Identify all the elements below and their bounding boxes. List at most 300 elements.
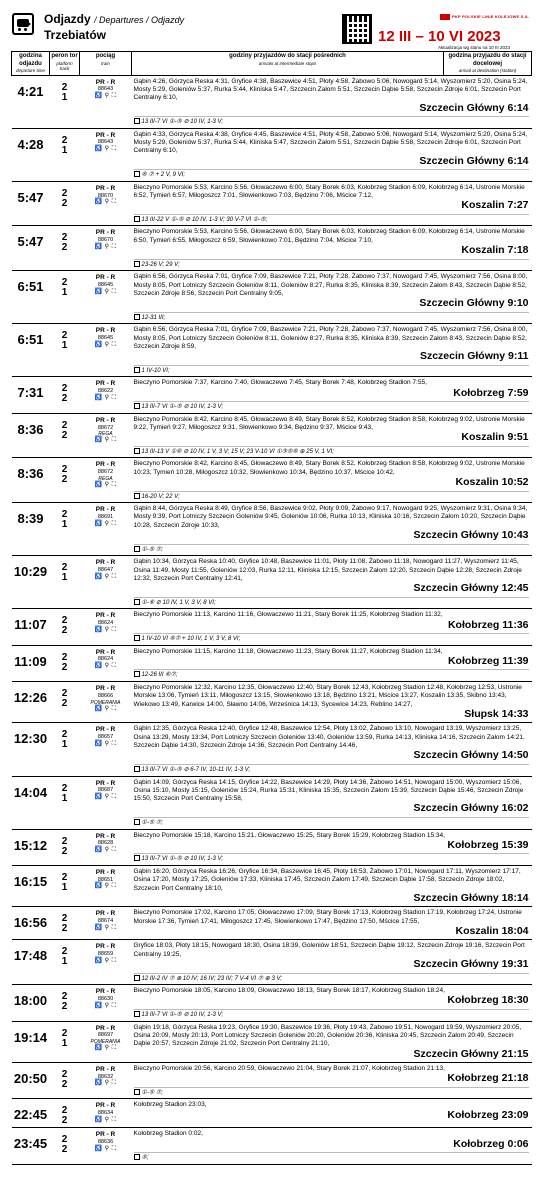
intermediate-stops: Gąbin 8:44, Górzyca Reska 8:49, Gryfice 8:56, Baszewice 9:02, Płoty 9:09, Żabowo 9:17, Nowogard 9:25, Wyszomierz 9:31, Osina 9:34, Mosty 9:39, Port Lotniczy Szczecin Goleniów 9:45, Goleniów 10:06, Rurka 10:13, Kliniska 10:16, Szczecin Załom 10:20, Szczecin Dąbie 10:28, Szczecin Zdroje 10:33, — [133, 505, 528, 529]
track-number: 1 — [61, 144, 68, 156]
table-header — [12, 52, 532, 76]
train-number: 88624 — [97, 656, 114, 663]
intermediate-stops: Bieczyno Pomorskie 12:32, Karcino 12:35, Głowaczewo 12:40, Stary Borek 12:43, Kołobrzeg Stadion 12:48, Kołobrzeg 12:53, Ustronie Morskie 13:06, Tymień 13:11, Miłogoszcz 13:15, Słowienkowo 13:18, Będzino 13:21, Mścice 13:27, Koszalin 13:35, Skibno 13:43, Wiekowo 13:49, Karwice 14:00, Sławno 14:06, Wrześnica 14:13, Sycewice 14:23, Reblino 14:27, — [133, 684, 522, 708]
platform-number: 2 — [61, 232, 68, 244]
calendar-icon — [134, 493, 140, 499]
amenity-icons: ♿ ⚲ ⛶ — [94, 243, 117, 250]
calendar-icon — [134, 1011, 140, 1017]
stops-cell — [132, 413, 532, 458]
platform-track — [50, 181, 80, 226]
train-category: PR - R — [95, 648, 116, 656]
intermediate-stops: Gąbin 4:33, Górzyca Reska 4:38, Gryfice 4:45, Baszewice 4:51, Płoty 4:58, Żabowo 5:06, Nowogard 5:14, Wyszomierz 5:20, Osina 5:24, Mosty 5:29, Goleniów 5:37, Rurka 5:44, Kliniska 5:47, Szczecin Załom 5:51, Szczecin Dąbie 5:58, Szczecin Zdroje 6:01, Szczecin Port Centralny 6:10, — [133, 130, 528, 155]
train-number: 88670 — [97, 192, 114, 199]
train-info — [80, 940, 132, 985]
train-info — [80, 609, 132, 645]
departure-time: 17:48 — [12, 940, 50, 985]
remarks — [134, 116, 529, 127]
train-number: 88634 — [97, 1110, 114, 1117]
train-number: 88674 — [97, 918, 114, 925]
track-number: 2 — [61, 393, 68, 405]
table-row — [12, 1099, 532, 1128]
platform-track — [50, 723, 80, 776]
destination-arrival: Kołobrzeg 21:18 — [447, 1072, 529, 1085]
amenity-icons: ♿ ⚲ ⛶ — [94, 146, 117, 153]
calendar-icon — [134, 766, 140, 772]
amenity-icons: ♿ ⚲ ⛶ — [94, 924, 117, 931]
platform-track — [50, 377, 80, 413]
train-category: PR - R — [95, 131, 116, 139]
remarks — [134, 973, 529, 984]
track-number: 2 — [61, 197, 68, 209]
train-category: PR - R — [95, 832, 116, 840]
train-info — [80, 829, 132, 865]
table-row — [12, 682, 532, 723]
train-number: 88632 — [97, 1073, 114, 1080]
stops-cell — [132, 645, 532, 681]
stops-cell — [132, 324, 532, 377]
col-train: pociąg train — [80, 52, 132, 76]
remarks-text: 13 III-13 V ①⑥ ⊘ 10 IV, 1 V, 3 V; 15 V; 23 V-10 VI ①③⑤⑥ ⊕ 25 V, 1 VI; — [141, 448, 334, 455]
train-category: PR - R — [95, 78, 116, 86]
station-name: Trzebiatów — [44, 28, 107, 42]
col-destination: godzina przyjazdu do stacji docelowej arrival at destination (station) — [444, 52, 532, 76]
track-number: 2 — [61, 1078, 68, 1090]
remarks-text: ⑥ ⑦ + 2 V, 9 VI; — [141, 172, 185, 179]
train-info — [80, 1062, 132, 1098]
train-info — [80, 645, 132, 681]
destination-arrival: Szczecin Główny 12:45 — [413, 582, 529, 595]
departure-time: 15:12 — [12, 829, 50, 865]
train-category: PR - R — [95, 274, 116, 282]
destination-arrival: Szczecin Główny 6:14 — [419, 154, 529, 167]
stops-cell — [132, 940, 532, 985]
departure-time: 23:45 — [12, 1128, 50, 1164]
intermediate-stops: Bieczyno Pomorskie 20:56, Karcino 20:59, Głowaczewo 21:04, Stary Borek 21:07, Kołobrzeg Stadion 21:13, — [133, 1064, 445, 1072]
intermediate-stops: Gąbin 10:34, Górzyca Reska 10:40, Gryfice 10:48, Baszewice 11:01, Płoty 11:08, Żabowo 11:18, Nowogard 11:27, Wyszomierz 11:45, Osina 11:49, Mosty 11:55, Goleniów 12:03, Rurka 12:11, Kliniska 12:15, Szczecin Załom 12:20, Szczecin Dąbie 12:28, Szczecin Zdroje 12:32, Szczecin Port Centralny 12:41, — [133, 558, 522, 582]
track-number: 2 — [61, 429, 68, 441]
intermediate-stops: Gąbin 6:56, Górzyca Reska 7:01, Gryfice 7:09, Baszewice 7:21, Płoty 7:28, Żabowo 7:37, Nowogard 7:45, Wyszomierz 7:56, Osina 8:00, Mosty 8:05, Port Lotniczy Szczecin Goleniów 8:11, Goleniów 8:27, Rurka 8:35, Kliniska 8:39, Szczecin Załom 8:43, Szczecin Dąbie 8:52, Szczecin Zdroje 8:59, — [133, 326, 528, 350]
intermediate-stops: Bieczyno Pomorskie 11:15, Karcino 11:18, Głowaczewo 11:23, Stary Borek 11:27, Kołobrzeg Stadion 11:34, — [133, 647, 443, 655]
train-number: 88622 — [97, 388, 114, 395]
header — [0, 0, 538, 50]
stops-cell — [132, 271, 532, 324]
train-number: 88672 — [97, 424, 114, 431]
destination-arrival: Kołobrzeg 11:39 — [447, 655, 529, 667]
platform-number: 2 — [61, 729, 68, 741]
platform-track — [50, 413, 80, 458]
amenity-icons: ♿ ⚲ ⛶ — [94, 846, 117, 853]
train-number: 88666 — [97, 692, 114, 699]
remarks — [134, 597, 529, 608]
remarks — [134, 1009, 529, 1020]
remarks — [134, 1152, 529, 1163]
stops-cell — [132, 682, 532, 723]
remarks — [134, 853, 529, 864]
train-category: PR - R — [95, 559, 116, 567]
platform-number: 2 — [61, 946, 68, 958]
calendar-icon — [134, 171, 140, 177]
train-number: 88628 — [97, 840, 114, 847]
platform-number: 2 — [61, 187, 68, 199]
stops-cell — [132, 723, 532, 776]
destination-arrival: Koszalin 7:27 — [461, 199, 529, 212]
page-title: Odjazdy / Departures / Odjazdy — [44, 12, 185, 26]
intermediate-stops: Gąbin 6:56, Górzyca Reska 7:01, Gryfice 7:09, Baszewice 7:21, Płoty 7:28, Żabowo 7:37, Nowogard 7:45, Wyszomierz 7:56, Osina 8:00, Mosty 8:05, Port Lotniczy Szczecin Goleniów 8:11, Goleniów 8:27, Rurka 8:35, Kliniska 8:39, Szczecin Załom 8:43, Szczecin Dąbie 8:52, Szczecin Zdroje 8:56, Szczecin Port Centralny 9:05, — [133, 273, 528, 297]
pkp-logo: PKP POLSKIE LINIE KOLEJOWE S.A. — [440, 14, 529, 20]
destination-arrival: Koszalin 7:18 — [461, 244, 529, 257]
departure-time: 7:31 — [12, 377, 50, 413]
train-info — [80, 556, 132, 609]
train-info — [80, 907, 132, 940]
platform-track — [50, 907, 80, 940]
destination-arrival: Słupsk 14:33 — [464, 708, 529, 721]
train-category: PR - R — [95, 416, 116, 424]
stops-cell — [132, 1021, 532, 1062]
train-number: 88691 — [97, 513, 114, 520]
track-number: 1 — [61, 572, 68, 584]
table-row — [12, 985, 532, 1021]
destination-arrival: Szczecin Główny 9:10 — [419, 297, 529, 310]
amenity-icons: ♿ ⚲ ⛶ — [94, 957, 117, 964]
departure-time: 20:50 — [12, 1062, 50, 1098]
train-info — [80, 1099, 132, 1128]
qr-code-icon — [342, 14, 372, 44]
platform-track — [50, 645, 80, 681]
amenity-icons: ♿ ⚲ ⛶ — [94, 394, 117, 401]
platform-track — [50, 503, 80, 556]
destination-arrival: Szczecin Główny 21:15 — [413, 1047, 529, 1060]
calendar-icon — [134, 1154, 140, 1160]
remarks-text: 16-20 V; 22 V; — [141, 493, 180, 500]
intermediate-stops: Bieczyno Pomorskie 8:42, Karcino 8:45, Głowaczewo 8:49, Stary Borek 8:52, Kołobrzeg Stadion 8:58, Kołobrzeg 9:02, Ustronie Morskie 9:22, Tymień 9:27, Miłogoszcz 9:31, Słowienkowo 9:34, Będzino 9:37, Mścice 9:43, — [133, 415, 525, 432]
stops-cell — [132, 1128, 532, 1164]
intermediate-stops: Gąbin 4:26, Górzyca Reska 4:31, Gryfice 4:38, Baszewice 4:51, Płoty 4:58, Żabowo 5:06, Nowogard 5:14, Wyszomierz 5:20, Osina 5:24, Mosty 5:29, Goleniów 5:37, Rurka 5:44, Kliniska 5:47, Szczecin Załom 5:51, Szczecin Dąbie 5:58, Szczecin Zdroje 6:01, Szczecin Port Centralny 6:10, — [133, 77, 528, 102]
table-row — [12, 829, 532, 865]
platform-track — [50, 226, 80, 271]
destination-arrival: Kołobrzeg 23:09 — [447, 1108, 529, 1121]
train-number: 88670 — [97, 237, 114, 244]
train-info — [80, 226, 132, 271]
calendar-icon — [134, 599, 140, 605]
platform-number: 2 — [61, 134, 68, 146]
platform-track — [50, 682, 80, 723]
train-info — [80, 1128, 132, 1164]
remarks-text: 23-26 V; 29 V; — [141, 261, 180, 268]
stops-cell — [132, 907, 532, 940]
table-row — [12, 458, 532, 503]
departure-time: 19:14 — [12, 1021, 50, 1062]
stops-cell — [132, 503, 532, 556]
platform-number: 2 — [61, 562, 68, 574]
table-row — [12, 128, 532, 181]
departure-time: 11:09 — [12, 645, 50, 681]
platform-number: 2 — [61, 1068, 68, 1080]
departure-time: 6:51 — [12, 271, 50, 324]
destination-arrival: Kołobrzeg 7:59 — [453, 386, 529, 399]
train-info — [80, 128, 132, 181]
intermediate-stops: Gąbin 19:18, Górzyca Reska 19:23, Gryfice 19:30, Baszewice 19:36, Płoty 19:43, Żabowo 19:51, Nowogard 19:59, Wyszomierz 20:05, Osina 20:09, Mosty 20:13, Port Lotniczy Szczecin Goleniów 20:20, Goleniów 20:36, Kliniska 20:45, Szczecin Załom 20:49, Szczecin Dąbie 20:57, Szczecin Zdroje 21:02, Szczecin Port Centralny 21:10, — [133, 1023, 522, 1048]
track-number: 2 — [61, 661, 68, 673]
remarks — [134, 491, 529, 502]
remarks-text: 13 III-7 VI ①-⑤ ⊘ 10 IV, 1-3 V; — [141, 1011, 224, 1018]
platform-track — [50, 324, 80, 377]
train-category: PR - R — [95, 380, 116, 388]
remarks — [134, 764, 529, 775]
remarks — [134, 312, 529, 323]
amenity-icons: ♿ ⚲ ⛶ — [94, 93, 117, 100]
destination-arrival: Szczecin Główny 19:31 — [413, 958, 529, 971]
remarks-text: ①-⑤ ⑦; — [141, 1089, 163, 1096]
train-number: 88645 — [97, 335, 114, 342]
calendar-icon — [134, 1089, 140, 1095]
platform-number: 2 — [61, 913, 68, 925]
train-category: PR - R — [95, 184, 116, 192]
platform-track — [50, 1128, 80, 1164]
calendar-icon — [134, 975, 140, 981]
calendar-icon — [134, 671, 140, 677]
stops-cell — [132, 776, 532, 829]
remarks-text: 1 IV-10 VI; — [141, 367, 170, 374]
track-number: 2 — [61, 845, 68, 857]
table-row — [12, 75, 532, 128]
amenity-icons: ♿ ⚲ ⛶ — [94, 437, 117, 444]
table-row — [12, 940, 532, 985]
destination-arrival: Koszalin 10:52 — [455, 476, 529, 489]
destination-arrival: Kołobrzeg 18:30 — [447, 994, 529, 1007]
calendar-icon — [134, 546, 140, 552]
calendar-icon — [134, 367, 140, 373]
amenity-icons: ♿ ⚲ ⛶ — [94, 520, 117, 527]
platform-track — [50, 829, 80, 865]
stops-cell — [132, 985, 532, 1021]
track-number: 1 — [61, 287, 68, 299]
destination-arrival: Szczecin Główny 6:14 — [419, 101, 529, 114]
intermediate-stops: Bieczyno Pomorskie 18:05, Karcino 18:09, Głowaczewo 18:13, Stary Borek 18:17, Kołobrzeg Stadion 18:24, — [133, 987, 445, 995]
train-number: 88643 — [97, 139, 114, 146]
train-number: 88647 — [97, 567, 114, 574]
platform-track — [50, 75, 80, 128]
platform-number: 2 — [61, 782, 68, 794]
stops-cell — [132, 458, 532, 503]
departure-time: 4:28 — [12, 128, 50, 181]
track-number: 1 — [61, 340, 68, 352]
train-info — [80, 682, 132, 723]
departure-time: 5:47 — [12, 181, 50, 226]
departure-time: 8:36 — [12, 413, 50, 458]
calendar-icon — [134, 403, 140, 409]
departure-time: 4:21 — [12, 75, 50, 128]
train-number: 88636 — [97, 1139, 114, 1146]
stops-cell — [132, 181, 532, 226]
remarks — [134, 214, 529, 225]
train-info — [80, 75, 132, 128]
stops-cell — [132, 829, 532, 865]
departure-time: 10:29 — [12, 556, 50, 609]
amenity-icons: ♿ ⚲ ⛶ — [94, 1002, 117, 1009]
intermediate-stops: Gryfice 18:03, Płoty 18:15, Nowogard 18:30, Osina 18:39, Goleniów 18:51, Szczecin Dąbie 19:12, Szczecin Zdroje 19:16, Szczecin Port Centralny 19:25, — [133, 942, 525, 958]
train-number: 88687 — [97, 787, 114, 794]
remarks — [134, 446, 529, 457]
platform-number: 2 — [61, 464, 68, 476]
destination-arrival: Kołobrzeg 0:06 — [453, 1137, 529, 1150]
platform-track — [50, 1099, 80, 1128]
departure-time: 14:04 — [12, 776, 50, 829]
intermediate-stops: Bieczyno Pomorskie 15:18, Karcino 15:21, Głowaczewo 15:25, Stary Borek 15:29, Kołobrzeg Stadion 15:34, — [133, 831, 445, 839]
track-number: 1 — [61, 956, 68, 968]
train-number: 88659 — [97, 951, 114, 958]
amenity-icons: ♿ ⚲ ⛶ — [94, 481, 117, 488]
table-row — [12, 226, 532, 271]
train-info — [80, 1021, 132, 1062]
stops-cell — [132, 1062, 532, 1098]
table-row — [12, 609, 532, 645]
platform-number: 2 — [61, 383, 68, 395]
amenity-icons: ♿ ⚲ ⛶ — [94, 341, 117, 348]
table-row — [12, 181, 532, 226]
track-number: 2 — [61, 698, 68, 710]
departure-time: 12:30 — [12, 723, 50, 776]
remarks — [134, 259, 529, 270]
train-info — [80, 271, 132, 324]
table-row — [12, 907, 532, 940]
train-number: 88643 — [97, 86, 114, 93]
platform-track — [50, 271, 80, 324]
remarks — [134, 633, 529, 644]
table-row — [12, 776, 532, 829]
departure-time: 22:45 — [12, 1099, 50, 1128]
amenity-icons: ♿ ⚲ ⛶ — [94, 1044, 117, 1051]
amenity-icons: ♿ ⚲ ⛶ — [94, 199, 117, 206]
train-category: PR - R — [95, 461, 116, 469]
calendar-icon — [134, 855, 140, 861]
train-info — [80, 866, 132, 907]
table-row — [12, 377, 532, 413]
train-category: PR - R — [95, 229, 116, 237]
destination-arrival: Szczecin Główny 18:14 — [413, 891, 529, 904]
train-number: 88624 — [97, 620, 114, 627]
platform-track — [50, 940, 80, 985]
validity-dates: 12 III – 10 VI 2023 — [378, 28, 501, 45]
intermediate-stops: Bieczyno Pomorskie 7:37, Karcino 7:40, Głowaczewo 7:45, Stary Borek 7:48, Kołobrzeg Stadion 7:55, — [133, 379, 427, 387]
col-time: godzina odjazdu departure time — [12, 52, 50, 76]
platform-number: 2 — [61, 688, 68, 700]
calendar-icon — [134, 261, 140, 267]
platform-track — [50, 1021, 80, 1062]
remarks — [134, 1087, 529, 1098]
track-number: 1 — [61, 1037, 68, 1049]
track-number: 2 — [61, 1115, 68, 1127]
timetable — [11, 51, 532, 1165]
platform-number: 2 — [61, 1105, 68, 1117]
train-info — [80, 458, 132, 503]
train-name: POMERANIA — [90, 699, 121, 706]
track-number: 2 — [61, 923, 68, 935]
platform-number: 2 — [61, 1134, 68, 1146]
stops-cell — [132, 128, 532, 181]
intermediate-stops: Gąbin 12:35, Górzyca Reska 12:40, Gryfice 12:48, Baszewice 12:54, Płoty 13:02, Żabowo 13:10, Nowogard 13:19, Wyszomierz 13:25, Osina 13:29, Mosty 13:34, Port Lotniczy Szczecin Goleniów 13:40, Goleniów 13:59, Rurka 14:13, Kliniska 14:16, Szczecin Załom 14:21, Szczecin Dąbie 14:30, Szczecin Zdroje 14:36, Szczecin Port Centralny 14:46, — [133, 725, 525, 750]
update-note: Aktualizacja wg stanu na 10 III 2023 — [438, 45, 511, 50]
stops-cell — [132, 75, 532, 128]
remarks-text: ①-⑥ ⊘ 10 IV, 1 V, 3 V, 8 VI; — [141, 599, 216, 606]
track-number: 1 — [61, 882, 68, 893]
destination-arrival: Szczecin Główny 10:43 — [413, 529, 529, 542]
remarks — [134, 669, 529, 680]
train-number: 88630 — [97, 995, 114, 1002]
amenity-icons: ♿ ⚲ ⛶ — [94, 1145, 117, 1152]
platform-track — [50, 985, 80, 1021]
intermediate-stops: Bieczyno Pomorskie 5:53, Karcino 5:56, Głowaczewo 6:00, Stary Borek 6:03, Kołobrzeg Stadion 6:09, Kołobrzeg 6:14, Ustronie Morskie 6:50, Tymień 6:55, Miłogoszcz 6:59, Słowienkowo 7:01, Będzino 7:04, Mścice 7:10, — [133, 228, 525, 244]
stops-cell — [132, 226, 532, 271]
platform-number: 2 — [61, 651, 68, 663]
platform-number: 2 — [61, 991, 68, 1003]
intermediate-stops: Kołobrzeg Stadion 23:03, — [133, 1101, 207, 1109]
track-number: 2 — [61, 242, 68, 254]
departure-time: 11:07 — [12, 609, 50, 645]
destination-arrival: Kołobrzeg 11:36 — [447, 618, 529, 631]
remarks-text: ⑤; — [141, 1155, 149, 1162]
remarks — [134, 169, 529, 180]
remarks-text: 12-26 III ⑥⑦; — [141, 672, 178, 679]
intermediate-stops: Gąbin 16:20, Górzyca Reska 16:26, Gryfice 16:34, Baszewice 16:45, Płoty 16:53, Żabowo 17:01, Nowogard 17:11, Wyszomierz 17:17, Osina 17:20, Mosty 17:25, Goleniów 17:33, Kliniska 17:45, Szczecin Załom 17:49, Szczecin Dąbie 17:58, Szczecin Zdroje 18:02, Szczecin Port Centralny 18:10, — [133, 868, 521, 892]
train-info — [80, 181, 132, 226]
intermediate-stops: Bieczyno Pomorskie 8:42, Karcino 8:45, Głowaczewo 8:49, Stary Borek 8:52, Kołobrzeg Stadion 8:58, Kołobrzeg 9:02, Ustronie Morskie 10:23, Tymień 10:28, Miłogoszcz 10:32, Słowienkowo 10:34, Będzino 10:37, Mścice 10:42, — [133, 460, 525, 476]
train-info — [80, 324, 132, 377]
platform-number: 2 — [61, 330, 68, 342]
train-icon — [12, 13, 34, 35]
col-stops: godziny przyjazdów do stacji pośrednich arrivals at intermediate stops — [132, 52, 444, 76]
amenity-icons: ♿ ⚲ ⛶ — [94, 1080, 117, 1087]
train-number: 88697 — [97, 1032, 114, 1039]
destination-arrival: Szczecin Główny 9:11 — [419, 350, 529, 363]
train-category: PR - R — [95, 1102, 116, 1110]
track-number: 2 — [61, 474, 68, 486]
table-row — [12, 413, 532, 458]
table-row — [12, 645, 532, 681]
departure-time: 5:47 — [12, 226, 50, 271]
platform-number: 2 — [61, 872, 68, 883]
platform-number: 2 — [61, 1027, 68, 1039]
table-row — [12, 1062, 532, 1098]
departure-time: 16:15 — [12, 866, 50, 907]
table-row — [12, 271, 532, 324]
calendar-icon — [134, 118, 140, 124]
destination-arrival: Koszalin 9:51 — [461, 431, 529, 444]
calendar-icon — [134, 314, 140, 320]
destination-arrival: Szczecin Główny 16:02 — [413, 802, 529, 815]
table-row — [12, 723, 532, 776]
train-category: PR - R — [95, 1024, 116, 1032]
destination-arrival: Koszalin 18:04 — [455, 925, 529, 937]
table-row — [12, 324, 532, 377]
amenity-icons: ♿ ⚲ ⛶ — [94, 573, 117, 580]
remarks-text: 12 III-2 IV ⑦ ⊕ 10 IV; 16 IV; 23 IV; 7 V-4 VI ⑦ ⊕ 3 V; — [141, 975, 283, 982]
track-number: 1 — [61, 91, 68, 103]
train-category: PR - R — [95, 779, 116, 787]
platform-number: 2 — [61, 835, 68, 847]
amenity-icons: ♿ ⚲ ⛶ — [94, 1116, 117, 1123]
amenity-icons: ♿ ⚲ ⛶ — [94, 288, 117, 295]
platform-number: 2 — [61, 81, 68, 93]
track-number: 2 — [61, 625, 68, 637]
destination-arrival: Kołobrzeg 15:39 — [447, 838, 529, 851]
train-category: PR - R — [95, 685, 116, 693]
platform-number: 2 — [61, 615, 68, 627]
intermediate-stops: Kołobrzeg Stadion 0:02, — [133, 1130, 203, 1138]
departure-time: 16:56 — [12, 907, 50, 940]
table-row — [12, 1128, 532, 1164]
remarks — [134, 401, 529, 412]
table-row — [12, 866, 532, 907]
